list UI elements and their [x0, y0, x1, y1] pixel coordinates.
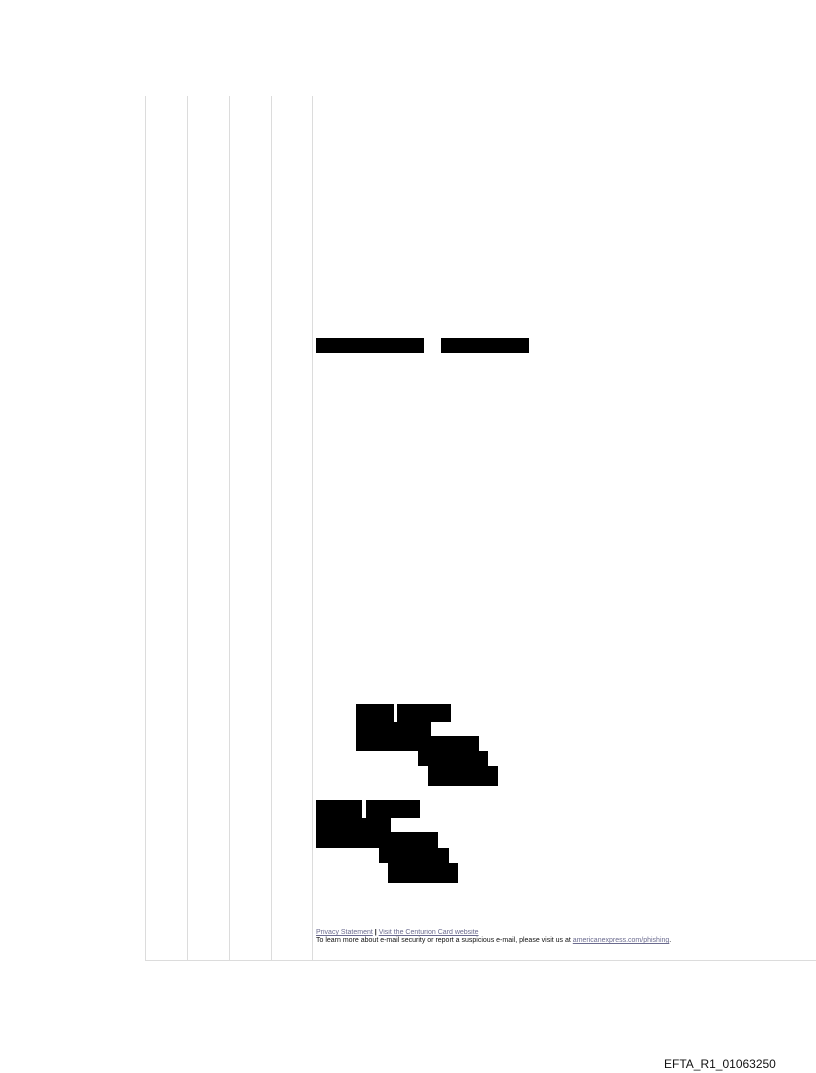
redaction-box: [397, 704, 451, 722]
security-text: To learn more about e-mail security or report a suspicious e-mail, please visit us at: [316, 937, 571, 944]
redaction-box: [441, 338, 529, 353]
redaction-box: [356, 704, 394, 722]
footer-separator: |: [374, 929, 377, 936]
redaction-box: [356, 736, 479, 751]
table-guide-line-bottom: [145, 960, 816, 961]
redaction-box: [316, 800, 362, 818]
table-guide-line: [312, 96, 313, 960]
redaction-box: [418, 751, 488, 766]
footer-links-row: [316, 929, 816, 937]
redaction-box: [316, 818, 391, 832]
phishing-link[interactable]: americanexpress.com/phishing: [572, 937, 670, 944]
footer-security-row: To learn more about e-mail security or report a suspicious e-mail, please visit us at americanexpress.com/phishing.: [316, 937, 672, 944]
redaction-box: [316, 832, 438, 848]
privacy-statement-link[interactable]: Privacy Statement: [316, 929, 373, 936]
redaction-box: [428, 766, 498, 786]
redaction-box: [356, 722, 431, 736]
redaction-box: [316, 338, 424, 353]
table-guide-line: [187, 96, 188, 960]
page-reference-id: EFTA_R1_01063250: [664, 1057, 776, 1071]
email-footer: [316, 929, 816, 945]
redaction-box: [379, 848, 449, 863]
table-guide-line: [271, 96, 272, 960]
centurion-website-link[interactable]: Visit the Centurion Card website: [378, 929, 479, 936]
redaction-box: [366, 800, 420, 818]
table-guide-line: [229, 96, 230, 960]
table-guide-line: [145, 96, 146, 960]
redaction-box: [388, 863, 458, 883]
